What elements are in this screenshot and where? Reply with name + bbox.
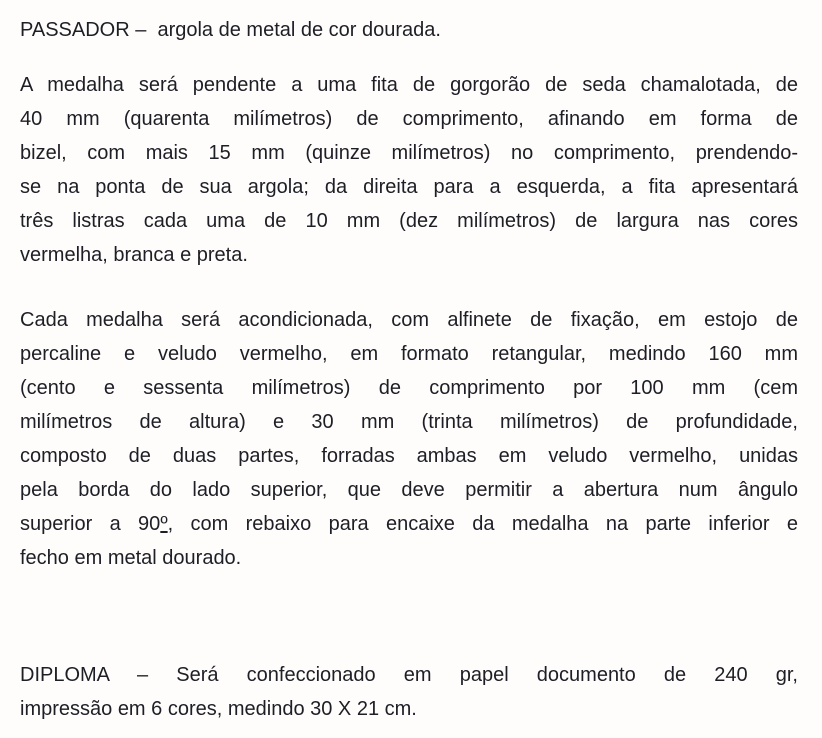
text-segment: , com rebaixo para encaixe da medalha na parte inferior e <box>167 513 798 535</box>
text-line: pela borda do lado superior, que deve permitir a abertura num ângulo <box>20 479 798 501</box>
text-line: (cento e sessenta milímetros) de comprimento por 100 mm (cem <box>20 377 798 399</box>
text-line: três listras cada uma de 10 mm (dez milímetros) de largura nas cores <box>20 210 798 232</box>
text-line: bizel, com mais 15 mm (quinze milímetros) no comprimento, prendendo- <box>20 142 798 164</box>
text-line: PASSADOR – argola de metal de cor dourada. <box>20 19 441 41</box>
paragraph-passador <box>20 13 798 47</box>
text-line: 40 mm (quarenta milímetros) de comprimento, afinando em forma de <box>20 108 798 130</box>
text-line: fecho em metal dourado. <box>20 547 242 569</box>
text-line: composto de duas partes, forradas ambas em veludo vermelho, unidas <box>20 445 798 467</box>
paragraph-estojo <box>20 303 798 575</box>
text-line: impressão em 6 cores, medindo 30 X 21 cm. <box>20 698 417 720</box>
text-line: percaline e veludo vermelho, em formato retangular, medindo 160 mm <box>20 343 798 365</box>
text-line <box>20 507 798 541</box>
ordinal-indicator: º <box>160 513 168 535</box>
text-line: Cada medalha será acondicionada, com alfinete de fixação, em estojo de <box>20 309 798 331</box>
text-line: A medalha será pendente a uma fita de gorgorão de seda chamalotada, de <box>20 74 798 96</box>
paragraph-fita <box>20 68 798 272</box>
text-line: vermelha, branca e preta. <box>20 244 248 266</box>
text-line: DIPLOMA – Será confeccionado em papel documento de 240 gr, <box>20 664 798 686</box>
paragraph-diploma <box>20 658 798 726</box>
text-line: milímetros de altura) e 30 mm (trinta milímetros) de profundidade, <box>20 411 798 433</box>
text-line: se na ponta de sua argola; da direita para a esquerda, a fita apresentará <box>20 176 798 198</box>
text-segment: superior a 90 <box>20 513 161 535</box>
